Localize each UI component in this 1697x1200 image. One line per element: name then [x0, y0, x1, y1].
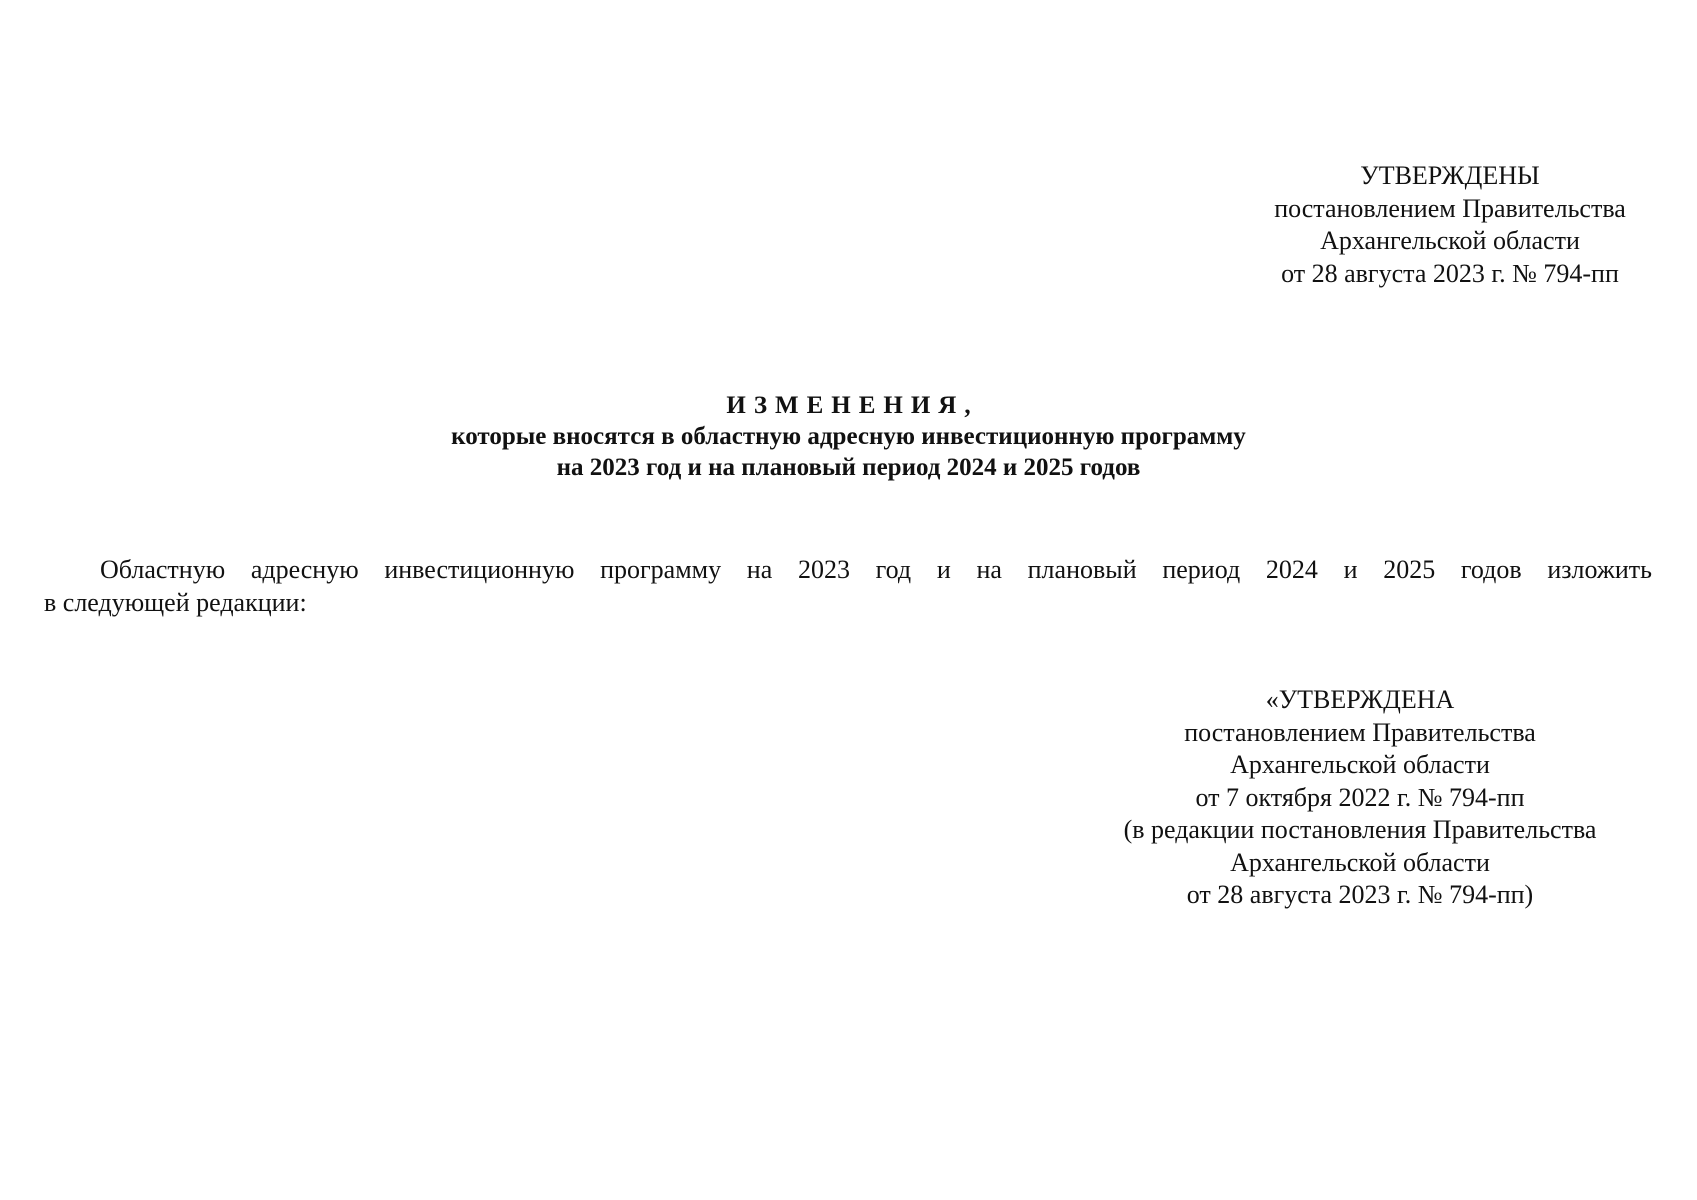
heading-title: [0, 390, 1697, 421]
approval-top-line: Архангельской области: [1320, 226, 1580, 255]
body-paragraph-line: Областную адресную инвестиционную программу на 2023 год и на плановый период 2024 и 2025 годов изложить: [100, 555, 1652, 584]
approval-stamp-bottom: [1080, 684, 1640, 912]
approval-stamp-top: [1245, 160, 1655, 290]
approval-top-line: УТВЕРЖДЕНЫ: [1360, 161, 1540, 190]
approval-bottom-line: от 28 августа 2023 г. № 794-пп): [1186, 880, 1534, 909]
document-heading: [0, 390, 1697, 483]
approval-bottom-line: Архангельской области: [1230, 750, 1490, 779]
heading-subtitle-line: которые вносятся в областную адресную инвестиционную программу: [451, 423, 1246, 450]
approval-bottom-line: постановлением Правительства: [1184, 717, 1536, 747]
approval-bottom-line: Архангельской области: [1230, 847, 1490, 877]
approval-top-line: постановлением Правительства: [1274, 193, 1626, 223]
approval-bottom-line: «УТВЕРЖДЕНА: [1265, 685, 1455, 714]
approval-bottom-line: от 7 октября 2022 г. № 794-пп: [1195, 782, 1525, 812]
body-paragraph-line: в следующей редакции:: [44, 588, 307, 617]
approval-bottom-line: (в редакции постановления Правительства: [1123, 815, 1597, 844]
approval-top-line: от 28 августа 2023 г. № 794-пп: [1281, 258, 1619, 288]
heading-title-text: ИЗМЕНЕНИЯ,: [726, 392, 979, 419]
body-paragraph: [44, 553, 1652, 619]
heading-subtitle-line: на 2023 год и на плановый период 2024 и 2025 годов: [556, 454, 1141, 481]
